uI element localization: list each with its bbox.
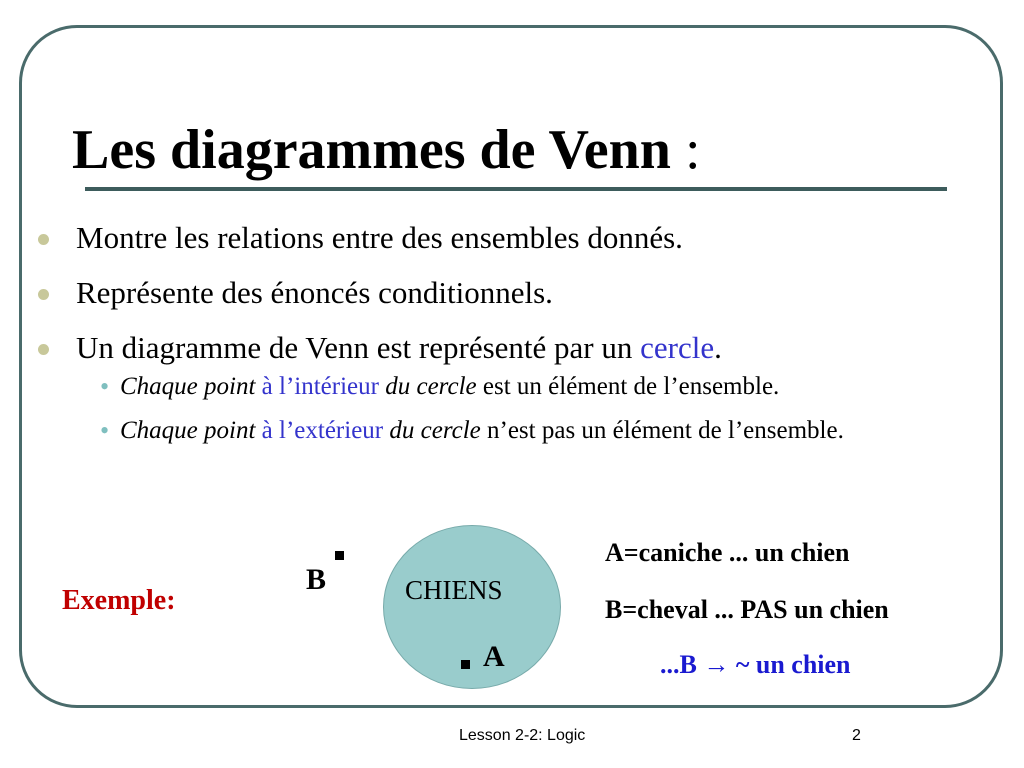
example-label: Exemple: xyxy=(62,585,176,616)
sub-bullet-item xyxy=(100,416,920,446)
venn-circle-label: CHIENS xyxy=(405,575,503,605)
bullet-item xyxy=(38,275,978,311)
sub-bullet-dot-icon: • xyxy=(100,416,110,445)
bullet-dot-icon xyxy=(38,289,49,300)
sub-bullet-highlight: à l’intérieur xyxy=(261,373,379,400)
point-a-marker xyxy=(461,660,470,669)
bullet-list xyxy=(38,220,978,460)
point-b-marker xyxy=(335,551,344,560)
point-a-label: A xyxy=(483,640,505,673)
bullet-highlight: cercle xyxy=(640,330,715,365)
statement-b: B=cheval ... PAS un chien xyxy=(605,595,889,624)
bullet-text: Un diagramme de Venn est représenté par un xyxy=(76,330,641,365)
sub-bullet-italic: Chaque point xyxy=(120,417,262,444)
sub-bullet-italic: du cercle xyxy=(378,373,477,400)
title-colon: : xyxy=(670,119,701,181)
sub-bullet-highlight: à l’extérieur xyxy=(261,417,384,444)
bullet-dot-icon xyxy=(38,344,49,355)
venn-circle xyxy=(383,525,561,689)
point-b-label: B xyxy=(306,563,327,596)
title-underline xyxy=(85,187,947,191)
bullet-dot-icon xyxy=(38,234,49,245)
bullet-text: Représente des énoncés conditionnels. xyxy=(76,275,553,310)
sub-bullet-text: est un élément de l’ensemble. xyxy=(476,373,780,400)
conclusion-statement: ...B → ~ un chien xyxy=(660,650,851,679)
sub-bullet-dot-icon: • xyxy=(100,372,110,401)
bullet-item xyxy=(38,220,978,256)
bullet-text-end: . xyxy=(714,330,722,365)
page-number: 2 xyxy=(852,727,861,744)
sub-bullet-item xyxy=(100,372,920,402)
sub-bullet-italic: du cercle xyxy=(383,417,481,444)
bullet-item xyxy=(38,330,978,366)
sub-bullet-text: n’est pas un élément de l’ensemble. xyxy=(480,417,844,444)
sub-bullet-italic: Chaque point xyxy=(120,373,262,400)
footer-lesson: Lesson 2-2: Logic xyxy=(459,727,586,744)
statement-a: A=caniche ... un chien xyxy=(605,538,850,567)
bullet-text: Montre les relations entre des ensembles donnés. xyxy=(76,220,683,255)
title-text: Les diagrammes de Venn xyxy=(72,119,671,181)
slide-title xyxy=(72,118,701,182)
